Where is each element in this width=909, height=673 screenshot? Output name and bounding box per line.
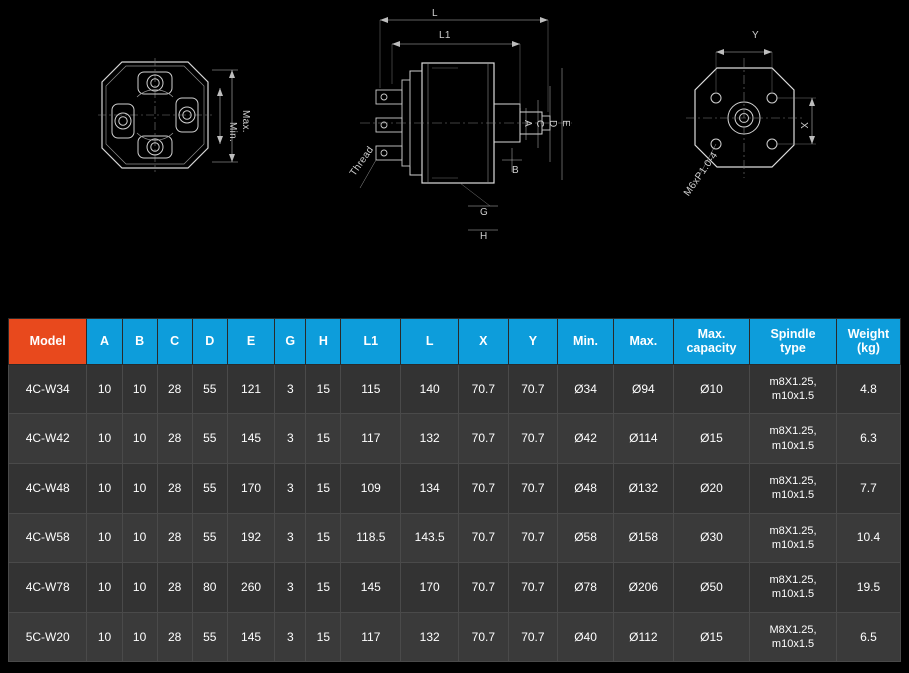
- spindle-line2: m10x1.5: [771, 439, 815, 452]
- label-min-left-view: Min.: [227, 122, 238, 143]
- cell-max-capacity: Ø15: [673, 414, 749, 464]
- cell-g: 3: [275, 612, 306, 662]
- cell-model: 4C-W34: [9, 364, 87, 414]
- cell-x: 70.7: [459, 513, 509, 563]
- cell-d: 55: [192, 364, 227, 414]
- table-header-row: [9, 319, 901, 365]
- th-max-capacity-line2: capacity: [686, 341, 737, 356]
- cell-c: 28: [157, 563, 192, 613]
- cell-h: 15: [306, 414, 341, 464]
- cell-l1: 117: [341, 414, 401, 464]
- cell-min: Ø58: [558, 513, 614, 563]
- spindle-line1: m8X1.25,: [769, 574, 817, 587]
- th-l: L: [401, 319, 459, 365]
- cell-l1: 117: [341, 612, 401, 662]
- cell-b: 10: [122, 414, 157, 464]
- cell-a: 10: [87, 513, 122, 563]
- cell-l1: 118.5: [341, 513, 401, 563]
- specification-table-wrapper: [8, 318, 901, 662]
- th-weight: [836, 319, 900, 365]
- cell-weight: 4.8: [836, 364, 900, 414]
- spindle-line2: m10x1.5: [771, 638, 815, 651]
- cell-l1: 115: [341, 364, 401, 414]
- th-spindle-type-line1: Spindle: [770, 327, 816, 341]
- th-model: Model: [9, 319, 87, 365]
- cell-a: 10: [87, 563, 122, 613]
- cell-min: Ø40: [558, 612, 614, 662]
- cell-weight: 6.3: [836, 414, 900, 464]
- cell-x: 70.7: [459, 463, 509, 513]
- cell-max: Ø206: [613, 563, 673, 613]
- cell-y: 70.7: [508, 463, 558, 513]
- cell-h: 15: [306, 612, 341, 662]
- label-L1: L1: [439, 30, 451, 41]
- cell-e: 192: [227, 513, 274, 563]
- label-H: H: [480, 231, 488, 242]
- cell-max: Ø158: [613, 513, 673, 563]
- spindle-line2: m10x1.5: [771, 538, 815, 551]
- table-row: [9, 364, 901, 414]
- th-a: A: [87, 319, 122, 365]
- cell-b: 10: [122, 463, 157, 513]
- cell-g: 3: [275, 364, 306, 414]
- th-x: X: [459, 319, 509, 365]
- cell-b: 10: [122, 364, 157, 414]
- cell-max: Ø132: [613, 463, 673, 513]
- spindle-line2: m10x1.5: [771, 489, 815, 502]
- label-thread: Thread: [348, 144, 377, 179]
- cell-h: 15: [306, 563, 341, 613]
- cell-l: 143.5: [401, 513, 459, 563]
- cell-max: Ø114: [613, 414, 673, 464]
- cell-max-capacity: Ø20: [673, 463, 749, 513]
- cell-e: 145: [227, 612, 274, 662]
- cell-weight: 7.7: [836, 463, 900, 513]
- label-L: L: [432, 8, 438, 19]
- technical-drawings-area: [0, 0, 909, 310]
- cell-y: 70.7: [508, 563, 558, 613]
- cell-b: 10: [122, 612, 157, 662]
- label-G: G: [480, 207, 489, 218]
- th-b: B: [122, 319, 157, 365]
- cell-c: 28: [157, 414, 192, 464]
- cell-y: 70.7: [508, 612, 558, 662]
- cell-max-capacity: Ø30: [673, 513, 749, 563]
- cell-c: 28: [157, 463, 192, 513]
- cell-b: 10: [122, 513, 157, 563]
- th-spindle-type-line2: type: [780, 341, 806, 356]
- cell-e: 260: [227, 563, 274, 613]
- cell-model: 4C-W42: [9, 414, 87, 464]
- cell-e: 121: [227, 364, 274, 414]
- cell-max-capacity: Ø50: [673, 563, 749, 613]
- th-d: D: [192, 319, 227, 365]
- table-row: [9, 463, 901, 513]
- cell-x: 70.7: [459, 563, 509, 613]
- cell-max: Ø112: [613, 612, 673, 662]
- cell-model: 4C-W58: [9, 513, 87, 563]
- cell-l: 134: [401, 463, 459, 513]
- label-A: A: [522, 120, 533, 127]
- spindle-line1: m8X1.25,: [769, 524, 817, 537]
- spindle-line1: M8X1.25,: [769, 623, 817, 636]
- cell-l1: 109: [341, 463, 401, 513]
- th-min: Min.: [558, 319, 614, 365]
- cell-d: 55: [192, 463, 227, 513]
- cell-a: 10: [87, 364, 122, 414]
- cell-c: 28: [157, 364, 192, 414]
- spindle-line2: m10x1.5: [771, 390, 815, 403]
- cell-l: 132: [401, 612, 459, 662]
- spindle-line1: m8X1.25,: [769, 375, 817, 388]
- cell-h: 15: [306, 463, 341, 513]
- cell-spindle-type: [750, 463, 837, 513]
- cell-max-capacity: Ø10: [673, 364, 749, 414]
- cell-min: Ø48: [558, 463, 614, 513]
- cell-spindle-type: [750, 612, 837, 662]
- th-weight-line1: Weight: [847, 327, 890, 341]
- th-l1: L1: [341, 319, 401, 365]
- cell-y: 70.7: [508, 513, 558, 563]
- cell-e: 145: [227, 414, 274, 464]
- th-weight-line2: (kg): [856, 341, 880, 356]
- cell-model: 4C-W48: [9, 463, 87, 513]
- th-y: Y: [508, 319, 558, 365]
- label-m6xp10-4: M6xP1.0-4: [682, 150, 721, 199]
- cell-spindle-type: [750, 364, 837, 414]
- cell-l: 170: [401, 563, 459, 613]
- cell-weight: 6.5: [836, 612, 900, 662]
- label-X: X: [798, 122, 809, 129]
- cell-g: 3: [275, 414, 306, 464]
- cell-weight: 19.5: [836, 563, 900, 613]
- th-spindle-type: [750, 319, 837, 365]
- cell-y: 70.7: [508, 414, 558, 464]
- th-e: E: [227, 319, 274, 365]
- cell-d: 55: [192, 414, 227, 464]
- cell-a: 10: [87, 463, 122, 513]
- cell-d: 55: [192, 612, 227, 662]
- label-max-left-view: Max.: [240, 110, 251, 133]
- table-row: [9, 414, 901, 464]
- cell-d: 80: [192, 563, 227, 613]
- th-max-capacity: [673, 319, 749, 365]
- cell-spindle-type: [750, 563, 837, 613]
- cell-g: 3: [275, 563, 306, 613]
- label-Y: Y: [752, 30, 759, 41]
- table-row: [9, 513, 901, 563]
- cell-c: 28: [157, 513, 192, 563]
- th-h: H: [306, 319, 341, 365]
- cell-c: 28: [157, 612, 192, 662]
- cell-e: 170: [227, 463, 274, 513]
- cell-spindle-type: [750, 513, 837, 563]
- cell-min: Ø78: [558, 563, 614, 613]
- cell-g: 3: [275, 513, 306, 563]
- side-section-drawing: [340, 8, 590, 258]
- th-max-capacity-line1: Max.: [697, 327, 726, 341]
- label-E: E: [560, 120, 571, 127]
- mounting-plate-drawing: [672, 40, 842, 230]
- spindle-line2: m10x1.5: [771, 588, 815, 601]
- label-D: D: [547, 120, 558, 128]
- th-c: C: [157, 319, 192, 365]
- cell-l1: 145: [341, 563, 401, 613]
- cell-l: 140: [401, 364, 459, 414]
- cell-model: 4C-W78: [9, 563, 87, 613]
- cell-d: 55: [192, 513, 227, 563]
- spindle-line1: m8X1.25,: [769, 425, 817, 438]
- cell-x: 70.7: [459, 364, 509, 414]
- cell-x: 70.7: [459, 612, 509, 662]
- th-max: Max.: [613, 319, 673, 365]
- cell-x: 70.7: [459, 414, 509, 464]
- cell-model: 5C-W20: [9, 612, 87, 662]
- specification-table: [8, 318, 901, 662]
- spindle-line1: m8X1.25,: [769, 474, 817, 487]
- cell-min: Ø34: [558, 364, 614, 414]
- cell-h: 15: [306, 513, 341, 563]
- cell-max: Ø94: [613, 364, 673, 414]
- cell-b: 10: [122, 563, 157, 613]
- cell-g: 3: [275, 463, 306, 513]
- label-C: C: [534, 120, 545, 128]
- table-row: [9, 563, 901, 613]
- cell-h: 15: [306, 364, 341, 414]
- cell-spindle-type: [750, 414, 837, 464]
- cell-min: Ø42: [558, 414, 614, 464]
- cell-max-capacity: Ø15: [673, 612, 749, 662]
- table-row: [9, 612, 901, 662]
- cell-l: 132: [401, 414, 459, 464]
- th-g: G: [275, 319, 306, 365]
- cell-weight: 10.4: [836, 513, 900, 563]
- cell-y: 70.7: [508, 364, 558, 414]
- cell-a: 10: [87, 414, 122, 464]
- label-B: B: [512, 165, 519, 176]
- cell-a: 10: [87, 612, 122, 662]
